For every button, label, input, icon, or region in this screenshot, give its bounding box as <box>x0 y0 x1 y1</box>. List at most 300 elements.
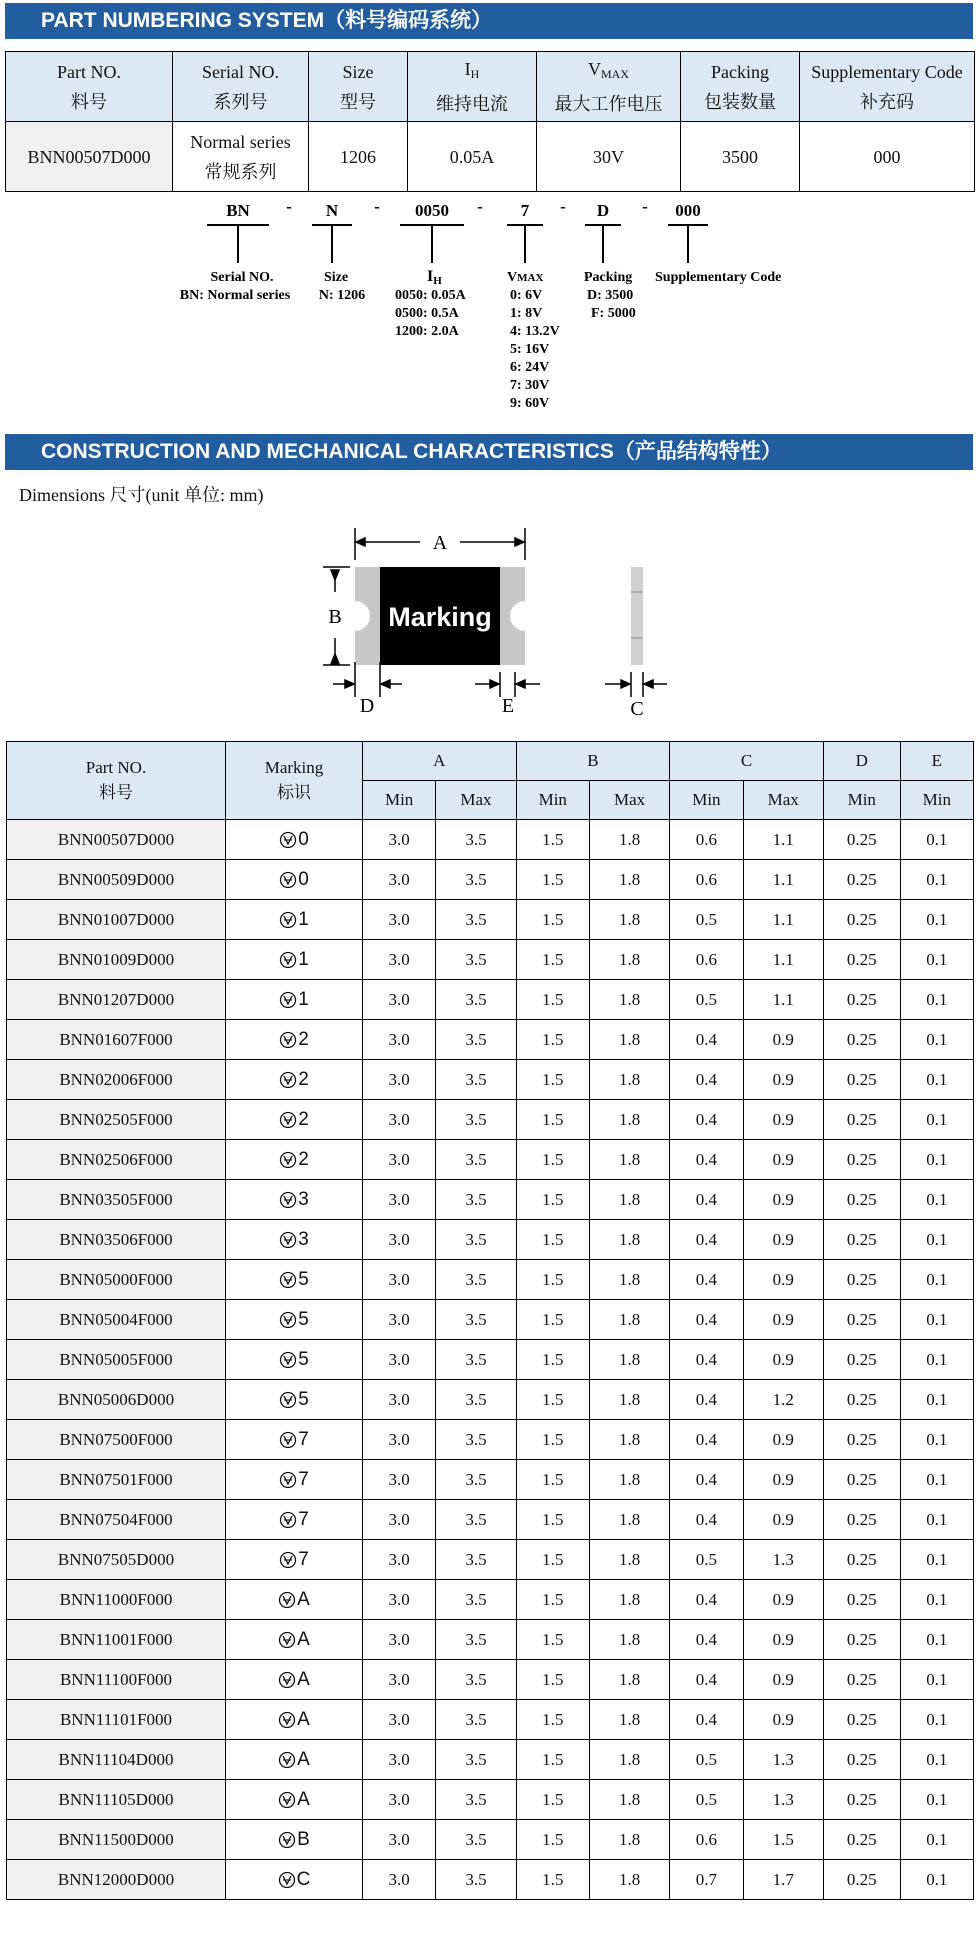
cell-b-min: 1.5 <box>516 1820 589 1860</box>
cell-e-min: 0.1 <box>900 1140 973 1180</box>
marking-code: A <box>297 1588 310 1610</box>
table-row <box>7 1420 974 1460</box>
marking-code: 7 <box>298 1508 309 1530</box>
cell-c-min: 0.4 <box>670 1220 743 1260</box>
marking-code: A <box>297 1628 310 1650</box>
cell-c-max: 1.1 <box>743 940 823 980</box>
cell-c-min: 0.4 <box>670 1380 743 1420</box>
cell-a-min: 3.0 <box>363 1140 436 1180</box>
cell-d-min: 0.25 <box>823 1740 900 1780</box>
label-ih-value: 0500: 0.5A <box>395 306 459 321</box>
cell-c-min: 0.6 <box>670 1820 743 1860</box>
cell-part-no: BNN12000D000 <box>7 1860 226 1900</box>
cell-part-no: BNN05004F000 <box>7 1300 226 1340</box>
cell-c-max: 0.9 <box>743 1020 823 1060</box>
cell-part-no: BNN02006F000 <box>7 1060 226 1100</box>
fuse-logo-icon <box>278 1631 296 1649</box>
cell-b-min: 1.5 <box>516 1180 589 1220</box>
marking-code: B <box>297 1828 310 1850</box>
cell-a-max: 3.5 <box>436 1060 516 1100</box>
dimension-label-e: E <box>501 695 515 717</box>
table-row <box>7 900 974 940</box>
cell-d-min: 0.25 <box>823 1500 900 1540</box>
cell-b-max: 1.8 <box>589 1540 669 1580</box>
cell-d-min: 0.25 <box>823 1300 900 1340</box>
cell-b-min: 1.5 <box>516 1220 589 1260</box>
cell-b-min: 1.5 <box>516 1340 589 1380</box>
header-b-min: Min <box>516 781 589 820</box>
cell-d-min: 0.25 <box>823 1780 900 1820</box>
cell-part-no: BNN01207D000 <box>7 980 226 1020</box>
cell-d-min: 0.25 <box>823 1140 900 1180</box>
cell-a-max: 3.5 <box>436 1660 516 1700</box>
header-size: Size 型号 <box>309 52 408 122</box>
cell-marking <box>226 980 363 1020</box>
cell-c-max: 0.9 <box>743 1220 823 1260</box>
cell-marking <box>226 1820 363 1860</box>
cell-a-min: 3.0 <box>363 1100 436 1140</box>
fuse-logo-icon <box>279 831 297 849</box>
label-packing-value: D: 3500 <box>587 288 634 303</box>
label-ih: IH <box>427 268 442 287</box>
cell-a-max: 3.5 <box>436 900 516 940</box>
cell-d-min: 0.25 <box>823 1100 900 1140</box>
cell-supp: 000 <box>800 122 975 192</box>
label-vmax-value: 4: 13.2V <box>510 324 560 339</box>
cell-b-max: 1.8 <box>589 820 669 860</box>
cell-e-min: 0.1 <box>900 1860 973 1900</box>
cell-e-min: 0.1 <box>900 1780 973 1820</box>
cell-marking <box>226 1660 363 1700</box>
cell-c-min: 0.5 <box>670 1740 743 1780</box>
code-segment-vmax: 7 <box>520 201 530 220</box>
cell-d-min: 0.25 <box>823 1380 900 1420</box>
cell-marking <box>226 1700 363 1740</box>
cell-d-min: 0.25 <box>823 1860 900 1900</box>
cell-a-min: 3.0 <box>363 900 436 940</box>
cell-c-max: 0.9 <box>743 1180 823 1220</box>
table-row <box>7 1540 974 1580</box>
code-dash: - <box>560 197 566 216</box>
cell-a-min: 3.0 <box>363 1420 436 1460</box>
table-row <box>7 1780 974 1820</box>
cell-marking <box>226 1100 363 1140</box>
label-serial-no: Serial NO. <box>210 270 274 285</box>
dimension-label-b: B <box>328 606 342 628</box>
header-e-min: Min <box>900 781 973 820</box>
header-marking: Marking 标识 <box>226 742 363 820</box>
cell-part-no: BNN07504F000 <box>7 1500 226 1540</box>
cell-b-min: 1.5 <box>516 940 589 980</box>
cell-e-min: 0.1 <box>900 980 973 1020</box>
label-serial-value: BN: Normal series <box>179 288 291 303</box>
cell-b-max: 1.8 <box>589 1340 669 1380</box>
cell-d-min: 0.25 <box>823 860 900 900</box>
header-c-min: Min <box>670 781 743 820</box>
fuse-logo-icon <box>279 1271 297 1289</box>
header-d: D <box>823 742 900 781</box>
chip-side-view <box>631 567 643 665</box>
cell-b-max: 1.8 <box>589 1660 669 1700</box>
label-packing: Packing <box>584 270 633 285</box>
cell-c-min: 0.4 <box>670 1100 743 1140</box>
cell-c-max: 1.2 <box>743 1380 823 1420</box>
cell-a-max: 3.5 <box>436 1700 516 1740</box>
cell-a-max: 3.5 <box>436 1500 516 1540</box>
cell-b-min: 1.5 <box>516 1500 589 1540</box>
header-c-max: Max <box>743 781 823 820</box>
cell-c-max: 1.7 <box>743 1860 823 1900</box>
cell-b-min: 1.5 <box>516 1780 589 1820</box>
cell-a-min: 3.0 <box>363 1060 436 1100</box>
header-b: B <box>516 742 670 781</box>
cell-c-max: 1.1 <box>743 860 823 900</box>
cell-marking <box>226 820 363 860</box>
label-vmax-value: 5: 16V <box>510 342 550 357</box>
cell-part-no: BNN07501F000 <box>7 1460 226 1500</box>
cell-b-max: 1.8 <box>589 1700 669 1740</box>
cell-a-min: 3.0 <box>363 860 436 900</box>
label-vmax-value: 6: 24V <box>510 360 550 375</box>
marking-code: A <box>297 1668 310 1690</box>
cell-c-min: 0.4 <box>670 1260 743 1300</box>
label-size: Size <box>323 270 349 285</box>
cell-d-min: 0.25 <box>823 1700 900 1740</box>
table-row <box>7 1340 974 1380</box>
fuse-logo-icon <box>279 911 297 929</box>
cell-part-no: BNN11104D000 <box>7 1740 226 1780</box>
marking-code: 3 <box>298 1228 309 1250</box>
dimension-label-d: D <box>359 695 375 717</box>
label-vmax: VMAX <box>507 270 544 285</box>
cell-a-max: 3.5 <box>436 1820 516 1860</box>
cell-a-min: 3.0 <box>363 1780 436 1820</box>
marking-code: 2 <box>298 1068 309 1090</box>
cell-c-max: 1.3 <box>743 1740 823 1780</box>
header-vmax: $V_{MAX}$ 最大工作电压 <box>537 52 681 122</box>
cell-b-min: 1.5 <box>516 820 589 860</box>
cell-marking <box>226 1460 363 1500</box>
part-numbering-table <box>5 51 975 192</box>
cell-d-min: 0.25 <box>823 1060 900 1100</box>
cell-b-min: 1.5 <box>516 980 589 1020</box>
marking-code: A <box>297 1708 310 1730</box>
header-a: A <box>363 742 517 781</box>
cell-e-min: 0.1 <box>900 860 973 900</box>
cell-c-max: 0.9 <box>743 1620 823 1660</box>
fuse-logo-icon <box>279 1351 297 1369</box>
section-title-construction: CONSTRUCTION AND MECHANICAL CHARACTERISTICS（产品结构特性） <box>5 434 973 470</box>
cell-e-min: 0.1 <box>900 1260 973 1300</box>
cell-b-max: 1.8 <box>589 1020 669 1060</box>
fuse-logo-icon <box>279 1191 297 1209</box>
fuse-logo-icon <box>279 1031 297 1049</box>
fuse-logo-icon <box>279 1311 297 1329</box>
cell-a-max: 3.5 <box>436 940 516 980</box>
cell-a-min: 3.0 <box>363 1540 436 1580</box>
table-row <box>7 1020 974 1060</box>
table-row <box>7 980 974 1020</box>
header-c: C <box>670 742 824 781</box>
cell-part-no: BNN01009D000 <box>7 940 226 980</box>
marking-code: 1 <box>298 988 309 1010</box>
cell-c-max: 1.3 <box>743 1540 823 1580</box>
fuse-logo-icon <box>278 1871 296 1889</box>
cell-b-min: 1.5 <box>516 1740 589 1780</box>
cell-c-max: 0.9 <box>743 1300 823 1340</box>
cell-e-min: 0.1 <box>900 900 973 940</box>
cell-a-max: 3.5 <box>436 1740 516 1780</box>
cell-a-max: 3.5 <box>436 1300 516 1340</box>
cell-e-min: 0.1 <box>900 1380 973 1420</box>
code-dash: - <box>642 197 648 216</box>
cell-c-min: 0.7 <box>670 1860 743 1900</box>
cell-c-min: 0.4 <box>670 1300 743 1340</box>
code-dash: - <box>286 197 292 216</box>
cell-e-min: 0.1 <box>900 1700 973 1740</box>
marking-code: 5 <box>298 1388 309 1410</box>
cell-e-min: 0.1 <box>900 820 973 860</box>
cell-c-min: 0.4 <box>670 1340 743 1380</box>
cell-marking <box>226 1740 363 1780</box>
cell-e-min: 0.1 <box>900 1060 973 1100</box>
marking-code: 0 <box>298 868 309 890</box>
cell-c-min: 0.6 <box>670 940 743 980</box>
cell-b-max: 1.8 <box>589 900 669 940</box>
label-vmax-value: 9: 60V <box>510 396 550 411</box>
marking-code: 3 <box>298 1188 309 1210</box>
cell-c-max: 0.9 <box>743 1100 823 1140</box>
cell-b-max: 1.8 <box>589 1500 669 1540</box>
cell-c-min: 0.6 <box>670 860 743 900</box>
cell-a-min: 3.0 <box>363 1700 436 1740</box>
cell-d-min: 0.25 <box>823 940 900 980</box>
label-size-value: N: 1206 <box>318 288 366 303</box>
cell-a-min: 3.0 <box>363 940 436 980</box>
cell-part-no: BNN05006D000 <box>7 1380 226 1420</box>
fuse-logo-icon <box>279 1151 297 1169</box>
cell-b-min: 1.5 <box>516 1540 589 1580</box>
cell-a-min: 3.0 <box>363 1500 436 1540</box>
cell-a-min: 3.0 <box>363 1580 436 1620</box>
label-ih-value: 1200: 2.0A <box>395 324 459 339</box>
cell-b-max: 1.8 <box>589 1300 669 1340</box>
cell-a-min: 3.0 <box>363 1300 436 1340</box>
table-row <box>7 1500 974 1540</box>
cell-part-no: BNN00509D000 <box>7 860 226 900</box>
marking-code: 0 <box>298 828 309 850</box>
cell-d-min: 0.25 <box>823 1420 900 1460</box>
cell-c-min: 0.4 <box>670 1140 743 1180</box>
cell-c-min: 0.4 <box>670 1180 743 1220</box>
cell-marking <box>226 1780 363 1820</box>
cell-b-min: 1.5 <box>516 1420 589 1460</box>
cell-part-no: BNN07505D000 <box>7 1540 226 1580</box>
header-a-max: Max <box>436 781 516 820</box>
cell-c-min: 0.5 <box>670 980 743 1020</box>
cell-b-max: 1.8 <box>589 1580 669 1620</box>
cell-marking <box>226 900 363 940</box>
header-part-no: Part NO. 料号 <box>6 52 173 122</box>
cell-b-min: 1.5 <box>516 1300 589 1340</box>
cell-marking <box>226 1140 363 1180</box>
cell-a-max: 3.5 <box>436 860 516 900</box>
fuse-logo-icon <box>278 1711 296 1729</box>
fuse-logo-icon <box>279 1431 297 1449</box>
cell-a-min: 3.0 <box>363 1380 436 1420</box>
table-row <box>7 1580 974 1620</box>
table-row <box>7 1180 974 1220</box>
header-d-min: Min <box>823 781 900 820</box>
cell-e-min: 0.1 <box>900 940 973 980</box>
cell-a-max: 3.5 <box>436 1540 516 1580</box>
cell-a-min: 3.0 <box>363 1220 436 1260</box>
cell-c-min: 0.4 <box>670 1580 743 1620</box>
cell-a-max: 3.5 <box>436 1180 516 1220</box>
cell-c-max: 0.9 <box>743 1660 823 1700</box>
cell-marking <box>226 1620 363 1660</box>
cell-a-max: 3.5 <box>436 1460 516 1500</box>
cell-c-max: 1.1 <box>743 980 823 1020</box>
cell-b-max: 1.8 <box>589 940 669 980</box>
cell-c-min: 0.4 <box>670 1700 743 1740</box>
cell-d-min: 0.25 <box>823 1540 900 1580</box>
marking-code: 5 <box>298 1268 309 1290</box>
cell-b-max: 1.8 <box>589 1820 669 1860</box>
header-b-max: Max <box>589 781 669 820</box>
cell-c-min: 0.6 <box>670 820 743 860</box>
cell-part-no: BNN05000F000 <box>7 1260 226 1300</box>
fuse-logo-icon <box>278 1591 296 1609</box>
cell-marking <box>226 1060 363 1100</box>
code-dash: - <box>374 197 380 216</box>
header-supplementary-code: Supplementary Code 补充码 <box>800 52 975 122</box>
marking-code: 1 <box>298 948 309 970</box>
part-code-diagram <box>0 195 980 425</box>
cell-a-max: 3.5 <box>436 1620 516 1660</box>
cell-a-max: 3.5 <box>436 980 516 1020</box>
cell-part-no: BNN11001F000 <box>7 1620 226 1660</box>
cell-c-max: 0.9 <box>743 1500 823 1540</box>
header-packing: Packing 包装数量 <box>681 52 800 122</box>
cell-c-max: 0.9 <box>743 1060 823 1100</box>
dimensions-label: Dimensions 尺寸(unit 单位: mm) <box>19 485 264 505</box>
dimension-label-c: C <box>630 698 644 720</box>
cell-b-max: 1.8 <box>589 1180 669 1220</box>
cell-e-min: 0.1 <box>900 1220 973 1260</box>
cell-marking <box>226 1300 363 1340</box>
cell-marking <box>226 1860 363 1900</box>
cell-part-no: BNN11000F000 <box>7 1580 226 1620</box>
marking-code: 2 <box>298 1028 309 1050</box>
cell-e-min: 0.1 <box>900 1820 973 1860</box>
marking-code: A <box>297 1748 310 1770</box>
cell-part-no: BNN02505F000 <box>7 1100 226 1140</box>
cell-e-min: 0.1 <box>900 1300 973 1340</box>
cell-e-min: 0.1 <box>900 1460 973 1500</box>
table-row <box>7 1700 974 1740</box>
cell-a-min: 3.0 <box>363 820 436 860</box>
fuse-logo-icon <box>279 1471 297 1489</box>
dimensions-table <box>6 741 974 1900</box>
cell-b-max: 1.8 <box>589 860 669 900</box>
code-segment-size: N <box>325 201 339 220</box>
cell-a-min: 3.0 <box>363 1820 436 1860</box>
marking-code: A <box>297 1788 310 1810</box>
dimension-label-a: A <box>432 532 448 554</box>
cell-a-min: 3.0 <box>363 980 436 1020</box>
cell-c-min: 0.5 <box>670 900 743 940</box>
dimensions-table-body <box>7 820 974 1900</box>
cell-a-max: 3.5 <box>436 1580 516 1620</box>
cell-a-min: 3.0 <box>363 1860 436 1900</box>
cell-b-max: 1.8 <box>589 1140 669 1180</box>
cell-vmax: 30V <box>537 122 681 192</box>
cell-marking <box>226 940 363 980</box>
header-e: E <box>900 742 973 781</box>
cell-d-min: 0.25 <box>823 1660 900 1700</box>
fuse-logo-icon <box>279 1231 297 1249</box>
cell-c-max: 0.9 <box>743 1580 823 1620</box>
marking-code: 5 <box>298 1308 309 1330</box>
cell-a-max: 3.5 <box>436 1340 516 1380</box>
fuse-logo-icon <box>279 1071 297 1089</box>
code-dash: - <box>477 197 483 216</box>
table-row <box>6 122 975 192</box>
cell-part-no: BNN03505F000 <box>7 1180 226 1220</box>
code-segment-serial: BN <box>226 201 250 220</box>
cell-b-min: 1.5 <box>516 860 589 900</box>
cell-e-min: 0.1 <box>900 1620 973 1660</box>
table-row <box>7 1300 974 1340</box>
table-row <box>7 1260 974 1300</box>
header-ih: $I_H$ 维持电流 <box>408 52 537 122</box>
marking-code: 5 <box>298 1348 309 1370</box>
cell-d-min: 0.25 <box>823 980 900 1020</box>
fuse-logo-icon <box>279 1511 297 1529</box>
header-part-no: Part NO. 料号 <box>7 742 226 820</box>
cell-e-min: 0.1 <box>900 1020 973 1060</box>
cell-d-min: 0.25 <box>823 900 900 940</box>
fuse-logo-icon <box>279 1391 297 1409</box>
cell-b-min: 1.5 <box>516 1100 589 1140</box>
cell-b-max: 1.8 <box>589 1380 669 1420</box>
cell-c-min: 0.4 <box>670 1620 743 1660</box>
cell-b-max: 1.8 <box>589 980 669 1020</box>
fuse-logo-icon <box>278 1751 296 1769</box>
cell-marking <box>226 1500 363 1540</box>
cell-d-min: 0.25 <box>823 1220 900 1260</box>
cell-b-max: 1.8 <box>589 1620 669 1660</box>
cell-b-max: 1.8 <box>589 1860 669 1900</box>
cell-d-min: 0.25 <box>823 1460 900 1500</box>
table-row <box>7 1740 974 1780</box>
cell-d-min: 0.25 <box>823 1580 900 1620</box>
cell-d-min: 0.25 <box>823 1340 900 1380</box>
label-vmax-value: 7: 30V <box>510 378 550 393</box>
fuse-logo-icon <box>279 991 297 1009</box>
cell-b-max: 1.8 <box>589 1100 669 1140</box>
cell-a-max: 3.5 <box>436 1140 516 1180</box>
table-row <box>7 1620 974 1660</box>
cell-serial: Normal series 常规系列 <box>173 122 309 192</box>
cell-a-min: 3.0 <box>363 1180 436 1220</box>
cell-b-min: 1.5 <box>516 1380 589 1420</box>
cell-b-max: 1.8 <box>589 1220 669 1260</box>
cell-b-min: 1.5 <box>516 1700 589 1740</box>
cell-c-max: 0.9 <box>743 1700 823 1740</box>
cell-part-no: BNN03506F000 <box>7 1220 226 1260</box>
